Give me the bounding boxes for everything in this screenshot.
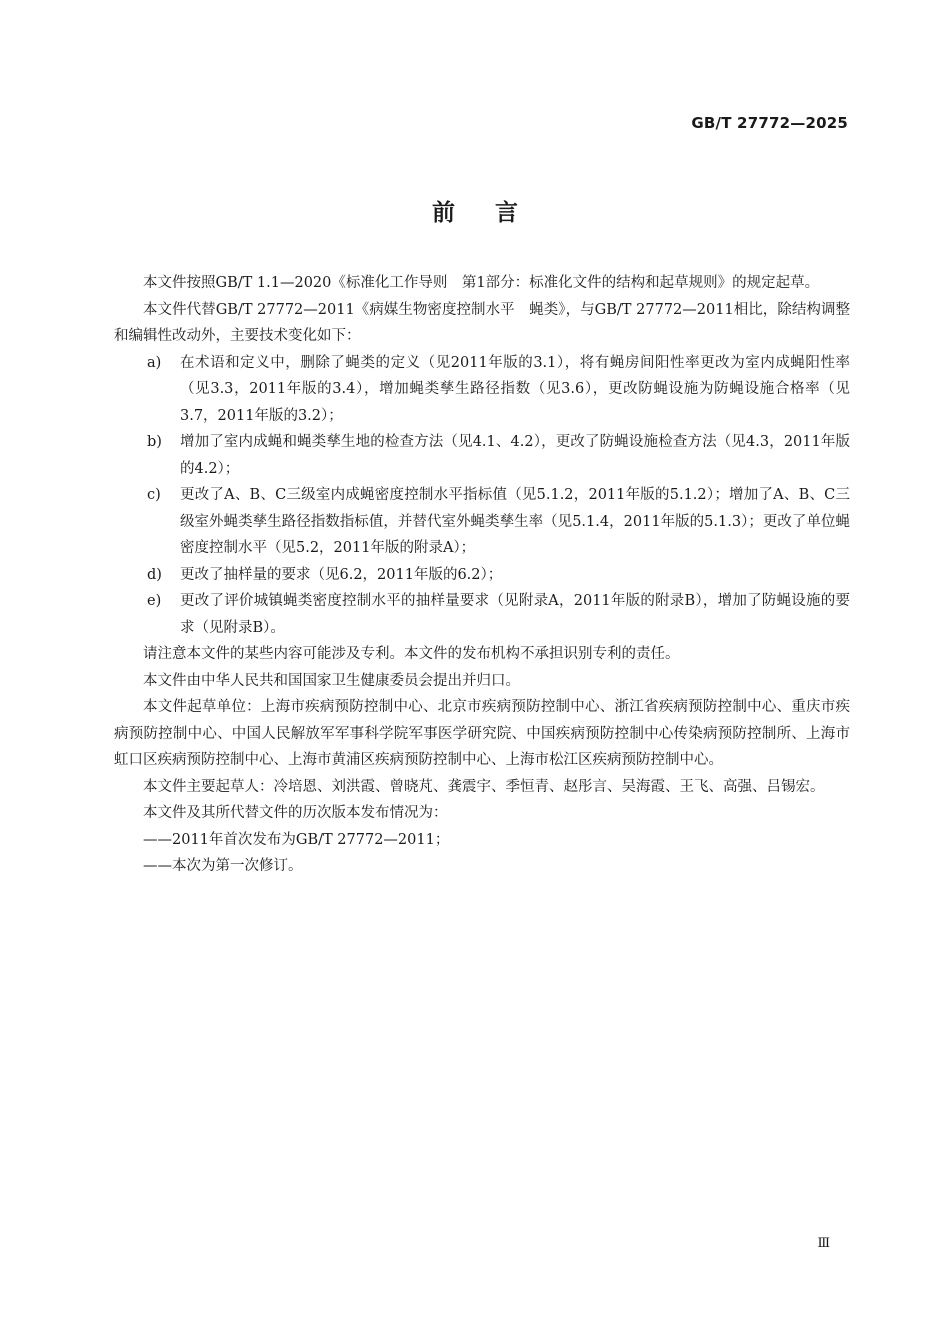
list-item bbox=[114, 588, 850, 641]
list-item-text: 增加了室内成蝇和蝇类孳生地的检查方法（见4.1、4.2），更改了防蝇设施检查方法（见4.3，2011年版的4.2）； bbox=[180, 434, 850, 477]
list-item-text: 更改了A、B、C三级室内成蝇密度控制水平指标值（见5.1.2，2011年版的5.1.2）；增加了A、B、C三级室外蝇类孳生路径指数指标值，并替代室外蝇类孳生率（见5.1.4，2011年版的5.1.3）；更改了单位蝇密度控制水平（见5.2，2011年版的附录A）； bbox=[180, 487, 850, 556]
list-marker: c) bbox=[147, 487, 161, 503]
standard-code: GB/T 27772—2025 bbox=[691, 114, 848, 132]
history-item: ——本次为第一次修订。 bbox=[143, 858, 303, 874]
paragraph-patent-notice: 请注意本文件的某些内容可能涉及专利。本文件的发布机构不承担识别专利的责任。 bbox=[143, 646, 680, 662]
paragraph-proposer: 本文件由中华人民共和国国家卫生健康委员会提出并归口。 bbox=[143, 672, 520, 689]
page-title: 前言 bbox=[432, 200, 558, 226]
list-marker: d) bbox=[147, 566, 162, 583]
list-item bbox=[114, 350, 850, 430]
page-number: Ⅲ bbox=[817, 1236, 830, 1251]
list-item bbox=[114, 482, 850, 562]
list-item bbox=[114, 562, 850, 589]
list-item-text: 更改了抽样量的要求（见6.2，2011年版的6.2）； bbox=[180, 566, 503, 583]
paragraph-drafters: 本文件主要起草人：冷培恩、刘洪霞、曾晓芃、龚震宇、季恒青、赵彤言、吴海霞、王飞、高强、吕锡宏。 bbox=[143, 778, 825, 795]
paragraph-replacement: 本文件代替GB/T 27772—2011《病媒生物密度控制水平 蝇类》，与GB/T 27772—2011相比，除结构调整和编辑性改动外，主要技术变化如下： bbox=[114, 301, 850, 344]
paragraph-drafting-rules: 本文件按照GB/T 1.1—2020《标准化工作导则 第1部分：标准化文件的结构和起草规则》的规定起草。 bbox=[143, 275, 820, 291]
list-marker: e) bbox=[147, 593, 162, 609]
list-item bbox=[114, 429, 850, 482]
foreword-body bbox=[114, 270, 850, 880]
list-item-text: 在术语和定义中，删除了蝇类的定义（见2011年版的3.1），将有蝇房间阳性率更改为室内成蝇阳性率（见3.3，2011年版的3.4），增加蝇类孳生路径指数（见3.6），更改防蝇设施为防蝇设施合格率（见3.7，2011年版的3.2）； bbox=[180, 354, 850, 424]
changes-list bbox=[114, 350, 850, 642]
list-item-text: 更改了评价城镇蝇类密度控制水平的抽样量要求（见附录A，2011年版的附录B），增加了防蝇设施的要求（见附录B）。 bbox=[180, 593, 850, 636]
list-marker: b) bbox=[147, 434, 162, 450]
paragraph-history-intro: 本文件及其所代替文件的历次版本发布情况为： bbox=[143, 805, 448, 821]
history-item: ——2011年首次发布为GB/T 27772—2011； bbox=[143, 831, 450, 848]
paragraph-drafting-units: 本文件起草单位：上海市疾病预防控制中心、北京市疾病预防控制中心、浙江省疾病预防控制中心、重庆市疾病预防控制中心、中国人民解放军军事科学院军事医学研究院、中国疾病预防控制中心传染病预防控制所、上海市虹口区疾病预防控制中心、上海市黄浦区疾病预防控制中心、上海市松江区疾病预防控制中心。 bbox=[114, 699, 850, 768]
list-marker: a) bbox=[147, 354, 162, 371]
